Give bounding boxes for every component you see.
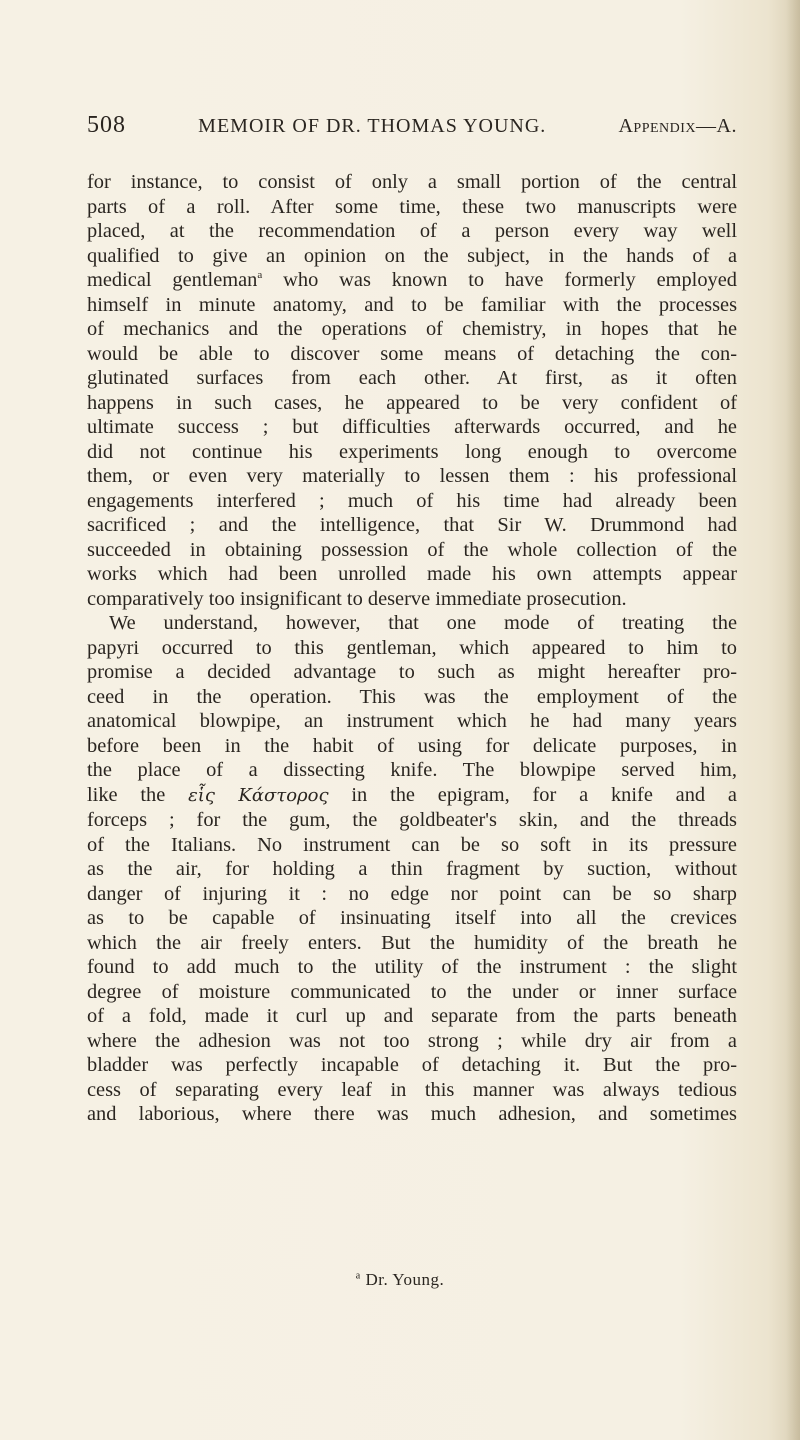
text-line: comparatively too insignificant to deserve immediate prosecution. [87, 587, 627, 610]
text-line: them, or even very materially to lessen them : his professional [87, 465, 737, 487]
text-line: anatomical blowpipe, an instrument which he had many years [87, 710, 737, 732]
text-line: glutinated surfaces from each other. At first, as it often [87, 367, 737, 389]
text-line: for instance, to consist of only a small portion of the central [87, 171, 737, 193]
text-line: where the adhesion was not too strong ; while dry air from a [87, 1029, 737, 1052]
text-line: before been in the habit of using for delicate purposes, in [87, 734, 737, 757]
text-line: engagements interfered ; much of his time had already been [87, 489, 737, 512]
footnote-text: Dr. Young. [365, 1270, 445, 1289]
footnote-reference: a [257, 269, 263, 282]
footnote-marker: a [355, 1270, 361, 1282]
page-edge-shadow [786, 0, 800, 1440]
text-line: happens in such cases, he appeared to be very confident of [87, 391, 737, 414]
section-label: Appendix—A. [618, 115, 737, 137]
text-line: promise a decided advantage to such as might hereafter pro- [87, 661, 737, 683]
text-line: We understand, however, that one mode of treating the [109, 612, 737, 634]
text-line: qualified to give an opinion on the subject, in the hands of a [87, 244, 737, 267]
text-line: bladder was perfectly incapable of detaching it. But the pro- [87, 1054, 737, 1076]
text-line: as the air, for holding a thin fragment by suction, without [87, 858, 737, 880]
text-line: of a fold, made it curl up and separate from the parts beneath [87, 1005, 737, 1027]
text-line: and laborious, where there was much adhesion, and sometimes [87, 1103, 737, 1125]
text-line: found to add much to the utility of the instrument : the slight [87, 956, 737, 978]
text-fragment: who was known to have formerly employed [283, 269, 737, 291]
text-fragment: medical gentleman [87, 269, 258, 291]
running-head [87, 112, 737, 144]
text-line: which the air freely enters. But the humidity of the breath he [87, 931, 737, 954]
text-line: ceed in the operation. This was the employment of the [87, 685, 737, 708]
text-line: forceps ; for the gum, the goldbeater's skin, and the threads [87, 809, 737, 831]
text-line: the place of a dissecting knife. The blowpipe served him, [87, 759, 737, 781]
text-line: sacrificed ; and the intelligence, that Sir W. Drummond had [87, 514, 737, 536]
text-line: himself in minute anatomy, and to be familiar with the processes [87, 293, 737, 316]
text-line: degree of moisture communicated to the under or inner surface [87, 980, 737, 1003]
text-line: succeeded in obtaining possession of the whole collection of the [87, 538, 737, 561]
text-line [87, 783, 737, 809]
text-line: papyri occurred to this gentleman, which appeared to him to [87, 636, 737, 659]
text-line: danger of injuring it : no edge nor point can be so sharp [87, 882, 737, 905]
text-line: ultimate success ; but difficulties afterwards occurred, and he [87, 416, 737, 438]
text-line: cess of separating every leaf in this manner was always tedious [87, 1078, 737, 1101]
text-line: as to be capable of insinuating itself into all the crevices [87, 907, 737, 929]
text-line: would be able to discover some means of detaching the con- [87, 342, 737, 365]
greek-phrase: εἷς Κάστορος [188, 784, 329, 806]
text-fragment: like the [87, 783, 166, 806]
running-title: MEMOIR OF DR. THOMAS YOUNG. [198, 115, 547, 137]
text-line: of mechanics and the operations of chemistry, in hopes that he [87, 318, 737, 340]
text-line: placed, at the recommendation of a person every way well [87, 220, 737, 242]
text-fragment: in the epigram, for a knife and a [351, 783, 737, 806]
text-line: of the Italians. No instrument can be so soft in its pressure [87, 833, 737, 856]
footnote [0, 1270, 800, 1290]
body-text [87, 170, 737, 1127]
text-line [87, 268, 737, 293]
page-number: 508 [87, 112, 126, 138]
text-line: parts of a roll. After some time, these two manuscripts were [87, 195, 737, 218]
text-line: works which had been unrolled made his own attempts appear [87, 563, 737, 585]
text-line: did not continue his experiments long enough to overcome [87, 440, 737, 463]
